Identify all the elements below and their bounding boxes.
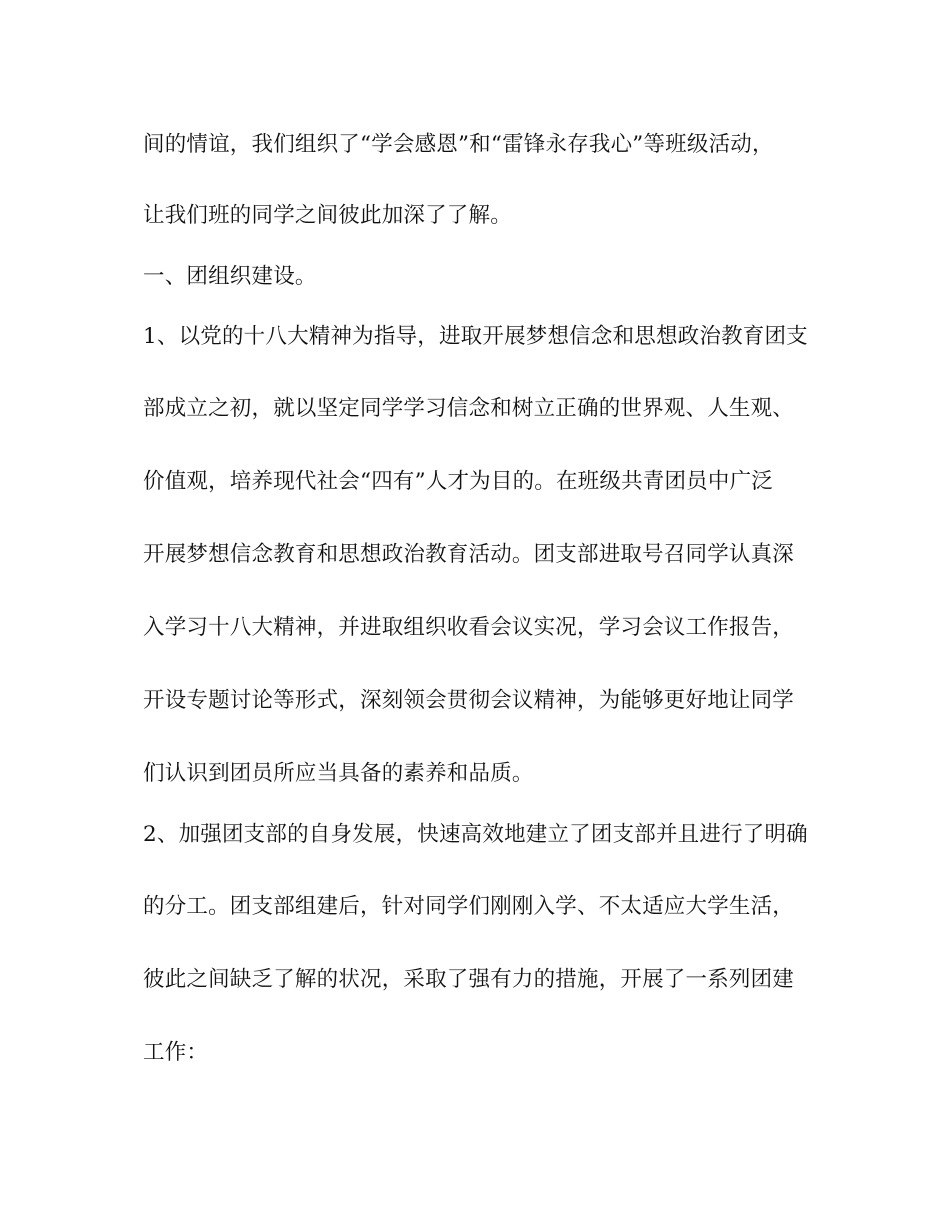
text-line: 部成立之初，就以坚定同学学习信念和树立正确的世界观、人生观、 xyxy=(143,396,795,421)
text-line: 2、加强团支部的自身发展，快速高效地建立了团支部并且进行了明确 xyxy=(143,822,808,847)
text-line: 入学习十八大精神，并进取组织收看会议实况，学习会议工作报告， xyxy=(143,615,795,640)
text-line: 彼此之间缺乏了解的状况，采取了强有力的措施，开展了一系列团建 xyxy=(143,967,795,992)
text-line: 们认识到团员所应当具备的素养和品质。 xyxy=(143,761,534,786)
text-line: 间的情谊，我们组织了“学会感恩”和“雷锋永存我心”等班级活动， xyxy=(143,132,774,157)
text-line: 让我们班的同学之间彼此加深了了解。 xyxy=(143,203,512,228)
section-heading: 一、团组织建设。 xyxy=(143,264,317,289)
text-line: 工作： xyxy=(143,1040,209,1065)
text-line: 价值观，培养现代社会“四有”人才为目的。在班级共青团员中广泛 xyxy=(143,469,773,494)
text-line: 开展梦想信念教育和思想政治教育活动。团支部进取号召同学认真深 xyxy=(143,542,795,567)
text-line: 1、以党的十八大精神为指导，进取开展梦想信念和思想政治教育团支 xyxy=(143,324,808,349)
text-line: 的分工。团支部组建后，针对同学们刚刚入学、不太适应大学生活， xyxy=(143,894,795,919)
text-line: 开设专题讨论等形式，深刻领会贯彻会议精神，为能够更好地让同学 xyxy=(143,688,795,713)
